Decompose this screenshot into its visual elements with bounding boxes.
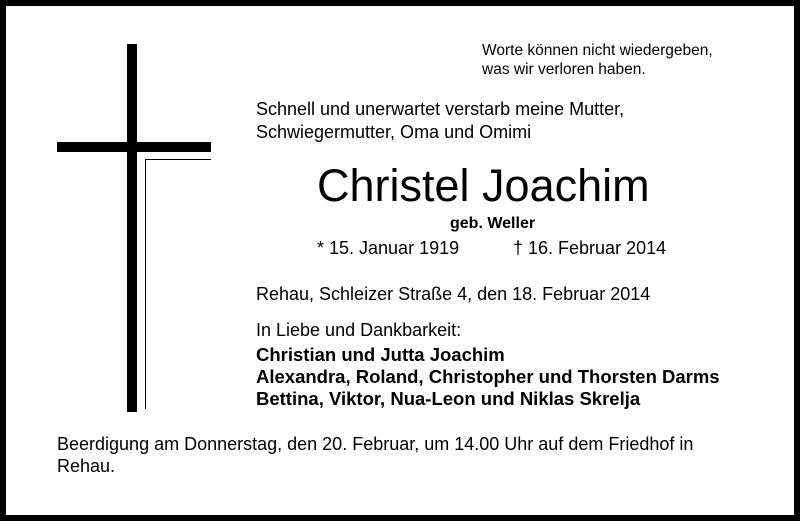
family-line: Christian und Jutta Joachim <box>256 344 505 365</box>
funeral-info: Beerdigung am Donnerstag, den 20. Februar, um 14.00 Uhr auf dem Friedhof in Rehau. <box>57 434 694 476</box>
deceased-name: Christel Joachim <box>317 160 650 211</box>
cross-horizontal-bar <box>57 142 211 152</box>
place-and-date: Rehau, Schleizer Straße 4, den 18. Februar 2014 <box>256 284 651 304</box>
thanks-line: In Liebe und Dankbarkeit: <box>256 320 462 340</box>
motto-text: Worte können nicht wiedergeben, was wir verloren haben. <box>482 42 713 78</box>
death-date: † 16. Februar 2014 <box>513 238 667 258</box>
family-line: Alexandra, Roland, Christopher und Thorsten Darms <box>256 366 720 387</box>
intro-text: Schnell und unerwartet verstarb meine Mutter, Schwiegermutter, Oma und Omimi <box>256 99 625 142</box>
family-line: Bettina, Viktor, Nua-Leon und Niklas Skrelja <box>256 388 641 409</box>
birth-date: * 15. Januar 1919 <box>317 238 460 258</box>
cross-shadow-line-horizontal <box>145 159 211 160</box>
cross-vertical-bar <box>127 44 137 412</box>
cross-icon <box>57 44 211 412</box>
maiden-name: geb. Weller <box>450 215 536 232</box>
cross-shadow-line-vertical <box>145 159 146 409</box>
